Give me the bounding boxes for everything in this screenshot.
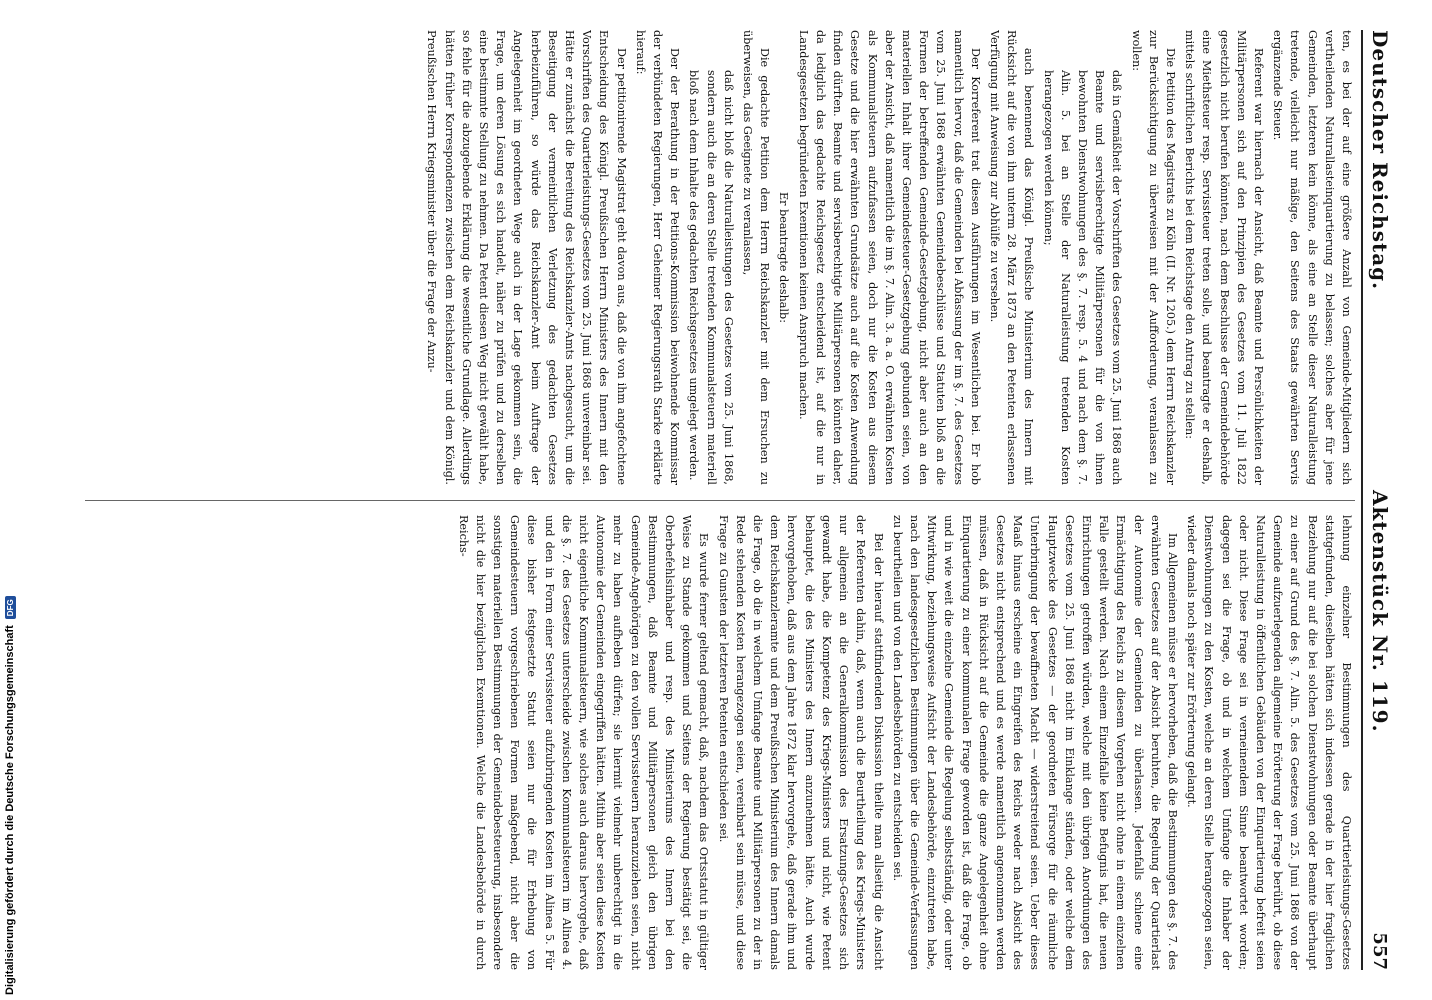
header-publication: Deutscher Reichstag. [1368, 30, 1392, 291]
paragraph: Der Korreferent trat diesen Ausführungen im Wesentlichen bei. Er hob namentlich hervor, daß die Gemeinden bei Abfassung der im §. 7. des Gesetzes vom 25. Juni 1868 erwähnten Gemeindebeschlüsse und Statuten bloß an die Formen der betreffenden Gemeinde-Gesetzgebung, nicht aber auch an den materiellen Inhalt ihrer Gemeindesteuer-Gesetzgebung gebunden seien, von aber der Ansicht, daß namentlich die im §. 7. Alin. 3. a. a. O. erwähnten Kosten als Kommunalsteuern aufzufassen seien, doch nur die Kosten aus diesem Gesetze und die hier erwähnten Grundsätze auch auf die Kosten Anwendung finden dürften. Beamte und servisberechtigte Militärpersonen könnten daher, da lediglich das gedachte Reichsgesetz entscheidend ist, auf die nur in Landesgesetzen begründeten Exemtionen keinen Anspruch machen. [796, 30, 982, 485]
paragraph: ten, es bei der auf eine größere Anzahl von Gemeinde-Mitgliedern sich vertheilenden Naturallasteinquartierung zu belassen; solches aber für jene Gemeinden, letzteren kein könne, als eine an Stelle dieser Naturalleistung tretende, vielleicht nur mäßige, den Seitens des Staats gewährten Servis ergänzende Steuer. [1271, 30, 1353, 485]
paragraph: Die Petition des Magistrats zu Köln (II. Nr. 1205.) dem Herrn Reichskanzler zur Berücksichtigung zu überweisen mit der Aufforderung, veranlassen zu wollen: [1129, 30, 1177, 485]
paragraph: Im Allgemeinen müsse er hervorheben, daß die Bestimmungen des §. 7. des erwähnten Gesetzes auf der Absicht beruhten, die Regelung der Quartierlast der Autonomie der Gemeinden zu überlassen. Jedenfalls schiene eine Ermächtigung des Reichs zu diesem Vorgehen nicht ohne in einem einzelnen Falle gestellt werden. Nach einem Einzelfalle keine Befugnis hat, die neuen Einrichtungen getroffen würden, welche mit den übrigen Anordnungen des Gesetzes vom 25. Juni 1868 nicht im Einklange ständen, oder welche dem Hauptzwecke des Gesetzes — der geordneten Fürsorge für die räumliche Unterbringung der bewaffneten Macht — widerstreitend seien. Ueber dieses Maaß hinaus erscheine ein Eingreifen des Reichs weder nach Absicht des Gesetzes nicht entsprechend und es werde namentlich angenommen werden müssen, daß in Rücksicht auf die Gemeinde die ganze Angelegenheit ohne Einquartierung zu einer kommunalen Frage geworden ist, daß die Frage, ob und in wie weit die einzelne Gemeinde die Regelung selbstständig, oder unter Mitwirkung, beziehungsweise Aufsicht der Landesbehörde, einzutreten habe, nach den landesgesetzlichen Bestimmungen über die Gemeinde-Verfassungen zu beurtheilen und von den Landesbehörden zu entscheiden sei. [890, 515, 1179, 970]
rotated-text-block [73, 30, 1393, 970]
page-header [1367, 30, 1393, 970]
paragraph: auch benennend das Königl. Preußische Ministerium des Innern mit Rücksicht auf die von ihm unterm 28. März 1873 an den Petenten erlassenen Verfügung mit Anweisung zur Abhülfe zu versehen. [987, 30, 1036, 485]
paragraph: lehnung einzelner Bestimmungen des Quartierleistungs-Gesetzes stattgefunden, dieselben hätten sich indessen gerade in der hier fraglichen Beziehung nur auf die bei solchen Dienstwohnungen oder Beamte überhaupt zu einer auf Grund des §. 7. Alin. 5. des Gesetzes vom 25. Juni 1868 von der Gemeinde aufzuerlegenden allgemeine Erörterung der Frage berührt, ob diese Naturalleistung in öffentlichen Gebäuden von der Einquartierung befreit seien oder nicht. Diese Frage sei in verneinendem Sinne beantwortet worden; dagegen sei die Frage, ob und in welchem Umfange die Inhaber der Dienstwohnungen zu den Kosten, welche an deren Stelle herangezogen seien, wieder damals noch später zur Erörterung gelangt. [1185, 515, 1353, 970]
paragraph: Der der Berathung in der Petitions-Kommission beiwohnende Kommissar der verbündeten Regierungen, Herr Geheimer Regierungsrath Starke erklärte hierauf: [633, 30, 682, 485]
paragraph: Bei der hierauf stattfindenden Diskussion theilte man allseitig die Ansicht der Referenten dahin, daß, wenn auch die Beurtheilung des Kriegs-Ministers nur allgemein an die Generalkommission des Ersatzungs-Gesetzes sich gewandt habe, die Kompetenz des Kriegs-Ministers und nicht, wie Petent behauptet, die des Ministers des Innern anzunehmen hätte. Auch wurde hervorgehoben, daß aus dem Jahre 1872 klar hervorgehe, daß gerade ihm und dem Reichskanzleramte und dem Preußischen Ministerium des Innern damals die Frage, ob die in welchem Umfange Beamte und Militärpersonen zu der in Rede stehenden Kosten herangezogen seien, vereinbart sein müsse, und diese Frage zu Gunsten der letzteren Petenten entschieden sei. [716, 515, 885, 970]
paragraph: Der petitionirende Magistrat geht davon aus, daß die von ihm angefochtene Entscheidung des Königl. Preußischen Herrn Ministers des Innern mit den Vorschriften des Quartierleistungs-Gesetzes vom 25. Juni 1868 unvereinbar sei. Hätte er zunächst die Bereitung des Reichskanzler-Amts nachgesucht, um die Beseitigung der vermeintlichen Verletzung des gedachten Gesetzes herbeizuführen, so würde das Reichskanzler-Amt beim Auftrage der Angelegenheit im geordneten Wege auch in der Lage gekommen sein, die Frage, um deren Lösung es sich handelt, näher zu prüfen und zu derselben eine bestimmte Stellung zu nehmen. Da Petent diesen Weg nicht gewählt habe, so fehle für die abzugebende Erklärung die wesentliche Grundlage. Allerdings hätten früher Korrespondenzen zwischen dem Reichskanzler und dem Königl. Preußischen Herrn Kriegsminister über die Frage der Anzu- [425, 30, 628, 485]
paragraph: Referent war hiernach der Ansicht, daß Beamte und Persönlichkeiten der Militärpersonen sich auf den Prinzipien des Gesetzes vom 11. Juli 1822 gesetzlich nicht berufen könnten, nach dem Beschlusse der Gemeindebehörde eine Miethsteuer resp. Servissteuer treten solle, und beantragte er deshalb, mittels schriftlichen Berichts bei dem Reichstage den Antrag zu stellen: [1183, 30, 1265, 485]
header-document-number: Aktenstück Nr. 119. [1368, 490, 1392, 733]
column-separator [85, 500, 1355, 501]
credit-text: Digitalisierung gefördert durch die Deutsche Forschungsgemeinschaft [4, 625, 16, 995]
digitization-credit [4, 596, 16, 995]
right-column [85, 515, 1355, 970]
paragraph: daß in Gemäßheit der Vorschriften des Gesetzes vom 25. Juni 1868 auch Beamte und servisberechtigte Militärpersonen für die von ihnen bewohnten Dienstwohnungen des §. 7. resp. 5. 4 und nach dem §. 7. Alin. 5. bei an Stelle der Naturalleistung tretenden Kosten herangezogen werden können; [1041, 70, 1124, 485]
paragraph: daß nicht bloß die Naturalleistungen des Gesetzes vom 25. Juni 1868, sondern auch die an deren Stelle tretenden Kommunalsteuern materiell bloß nach dem Inhalte des gedachten Reichsgesetzes umgelegt werden. [687, 70, 735, 485]
paragraph: Es wurde ferner geltend gemacht, daß, nachdem das Ortsstatut in gültiger Weise zu Stande gekommen und Seitens der Regierung bestätigt sei, die Oberbefehlsinhaber und resp. des Ministeriums des Innern bei den Bestimmungen, daß Beamte und Militärpersonen gleich den übrigen Gemeinde-Angehörigen zu den vollen Servissteuern heranzuziehen seien, nicht mehr zu haben aufheben dürfen; sie hiermit vielmehr unberechtigt in die Autonomie der Gemeinden eingegriffen hätten. Mithin aber seien diese Kosten nicht eigentliche Kommunalsteuern, wie solches auch daraus hervorgehe, daß die §. 7. des Gesetzes unterscheide zwischen Kommunalsteuern im Alinea 4. und den in Form einer Servissteuer aufzubringenden Kosten im Alinea 5. Für diese bisher festgesetzte Statut seien nur die für Erhebung von Gemeindesteuern vorgeschriebenen Formen maßgebend, nicht aber die sonstigen materiellen Bestimmungen der Gemeindebesteuerung, insbesondere nicht die hier bezüglichen Exemtionen. Welche die Landesbehörde in durch Reichs- [456, 515, 711, 970]
header-rule [1361, 30, 1363, 970]
left-column [85, 30, 1355, 485]
dfg-logo-icon: DFG [5, 596, 16, 619]
paragraph: Er beantragte deshalb: [777, 192, 791, 323]
header-page-number: 557 [1369, 932, 1391, 970]
paragraph: Die gedachte Petition dem Herrn Reichskanzler mit dem Ersuchen zu überweisen, das Geeignete zu veranlassen, [741, 30, 772, 485]
